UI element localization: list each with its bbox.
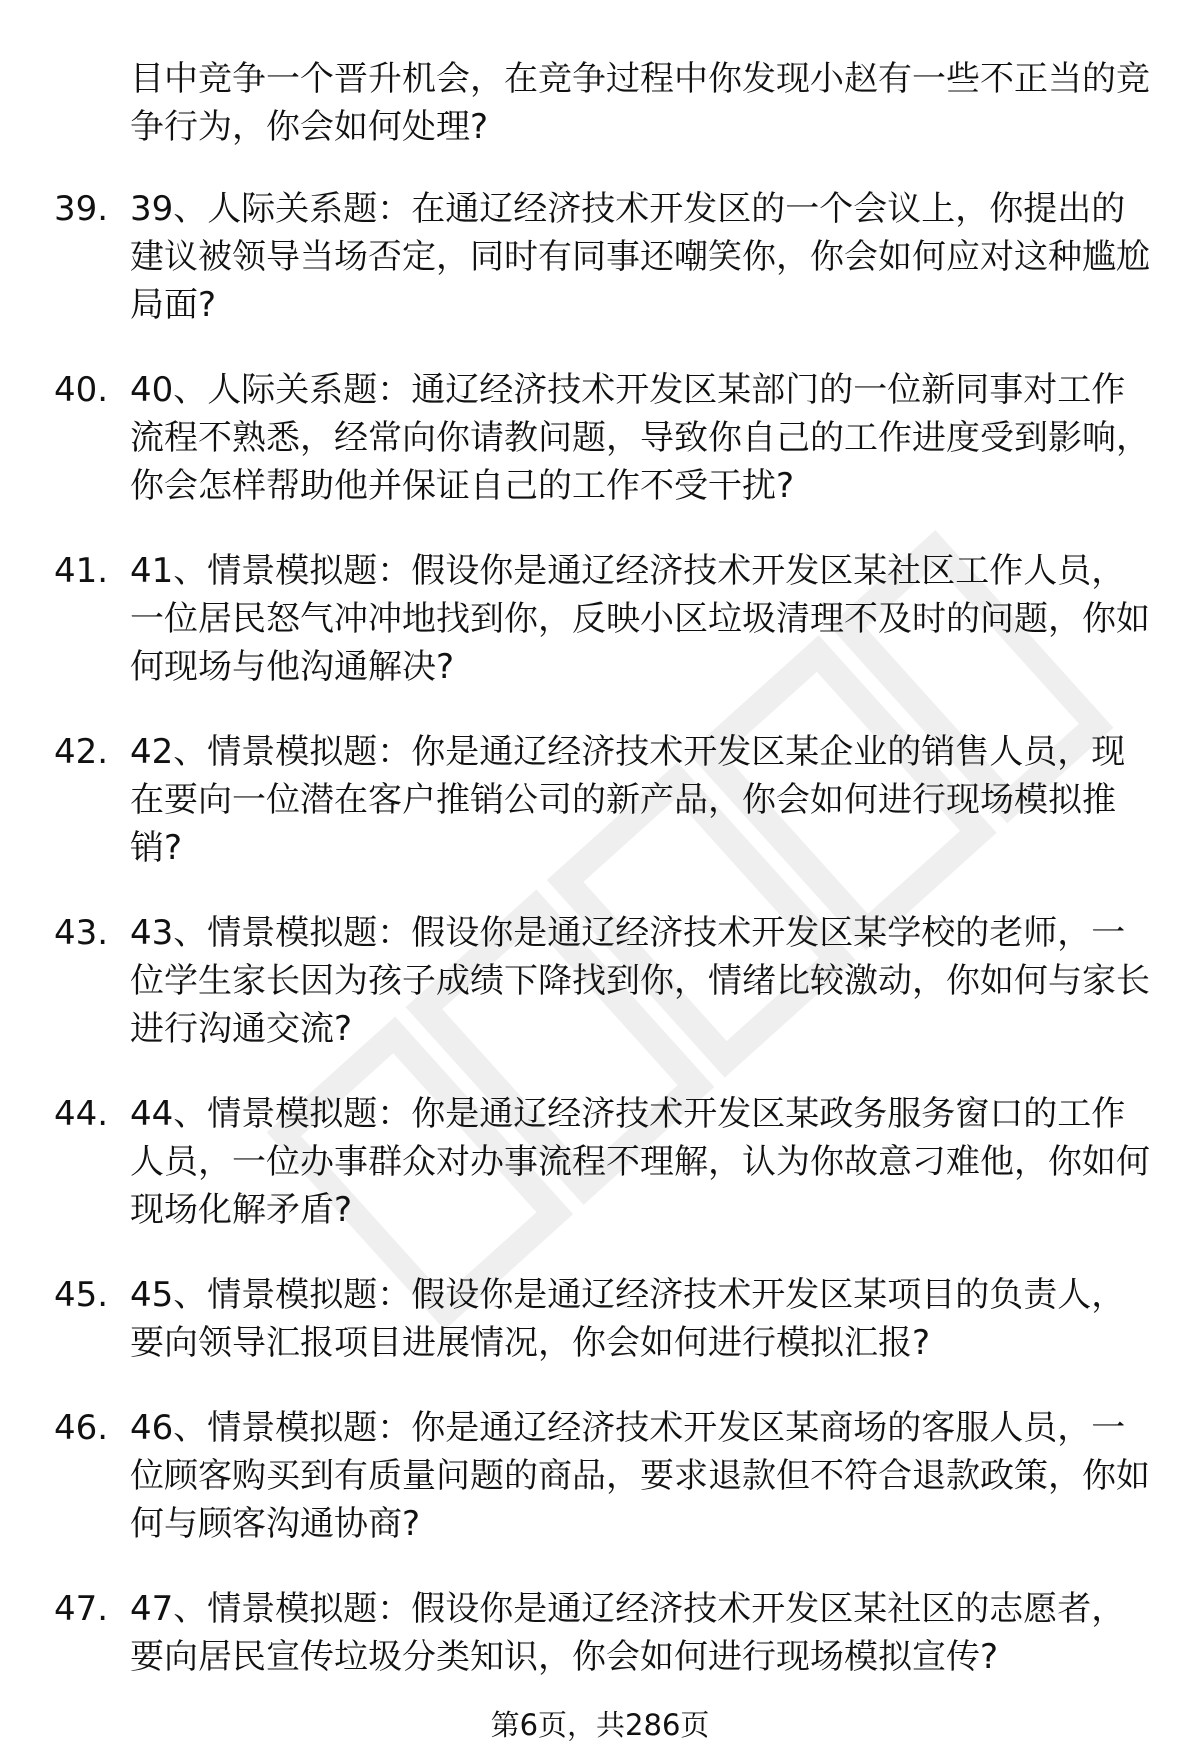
item-text: 44、情景模拟题：你是通辽经济技术开发区某政务服务窗口的工作人员，一位办事群众对办事流程不理解，认为你故意刁难他，你如何现场化解矛盾? [130,1094,1150,1230]
item-number: 44. [54,1094,109,1134]
list-item [0,909,1150,1053]
list-item [0,185,1150,329]
list-item [0,1585,1150,1681]
item-text: 45、情景模拟题：假设你是通辽经济技术开发区某项目的负责人，要向领导汇报项目进展情况，你会如何进行模拟汇报? [130,1275,1126,1363]
item-text: 47、情景模拟题：假设你是通辽经济技术开发区某社区的志愿者，要向居民宣传垃圾分类知识，你会如何进行现场模拟宣传? [130,1589,1126,1677]
item-number: 45. [54,1275,109,1315]
item-number: 41. [54,551,109,591]
continuation-text: 目中竞争一个晋升机会，在竞争过程中你发现小赵有一些不正当的竞争行为，你会如何处理? [130,59,1150,147]
list-item [0,547,1150,691]
question-list [0,185,1200,1718]
item-number: 47. [54,1589,109,1629]
item-number: 39. [54,189,109,229]
item-text: 41、情景模拟题：假设你是通辽经济技术开发区某社区工作人员，一位居民怒气冲冲地找到你，反映小区垃圾清理不及时的问题，你如何现场与他沟通解决? [130,551,1150,687]
item-text: 39、人际关系题：在通辽经济技术开发区的一个会议上，你提出的建议被领导当场否定，同时有同事还嘲笑你，你会如何应对这种尴尬局面? [130,189,1150,325]
list-item [0,366,1150,510]
list-item [0,728,1150,872]
item-text: 46、情景模拟题：你是通辽经济技术开发区某商场的客服人员，一位顾客购买到有质量问题的商品，要求退款但不符合退款政策，你如何与顾客沟通协商? [130,1408,1150,1544]
list-item [0,1271,1150,1367]
item-number: 40. [54,370,109,410]
item-number: 42. [54,732,109,772]
list-item [0,1090,1150,1234]
item-text: 40、人际关系题：通辽经济技术开发区某部门的一位新同事对工作流程不熟悉，经常向你请教问题，导致你自己的工作进度受到影响，你会怎样帮助他并保证自己的工作不受干扰? [130,370,1150,506]
item-text: 43、情景模拟题：假设你是通辽经济技术开发区某学校的老师，一位学生家长因为孩子成绩下降找到你，情绪比较激动，你如何与家长进行沟通交流? [130,913,1150,1049]
item-text: 42、情景模拟题：你是通辽经济技术开发区某企业的销售人员，现在要向一位潜在客户推销公司的新产品，你会如何进行现场模拟推销? [130,732,1126,868]
page-footer: 第6页，共286页 [490,1708,710,1742]
list-item [0,1404,1150,1548]
item-number: 43. [54,913,109,953]
item-number: 46. [54,1408,109,1448]
